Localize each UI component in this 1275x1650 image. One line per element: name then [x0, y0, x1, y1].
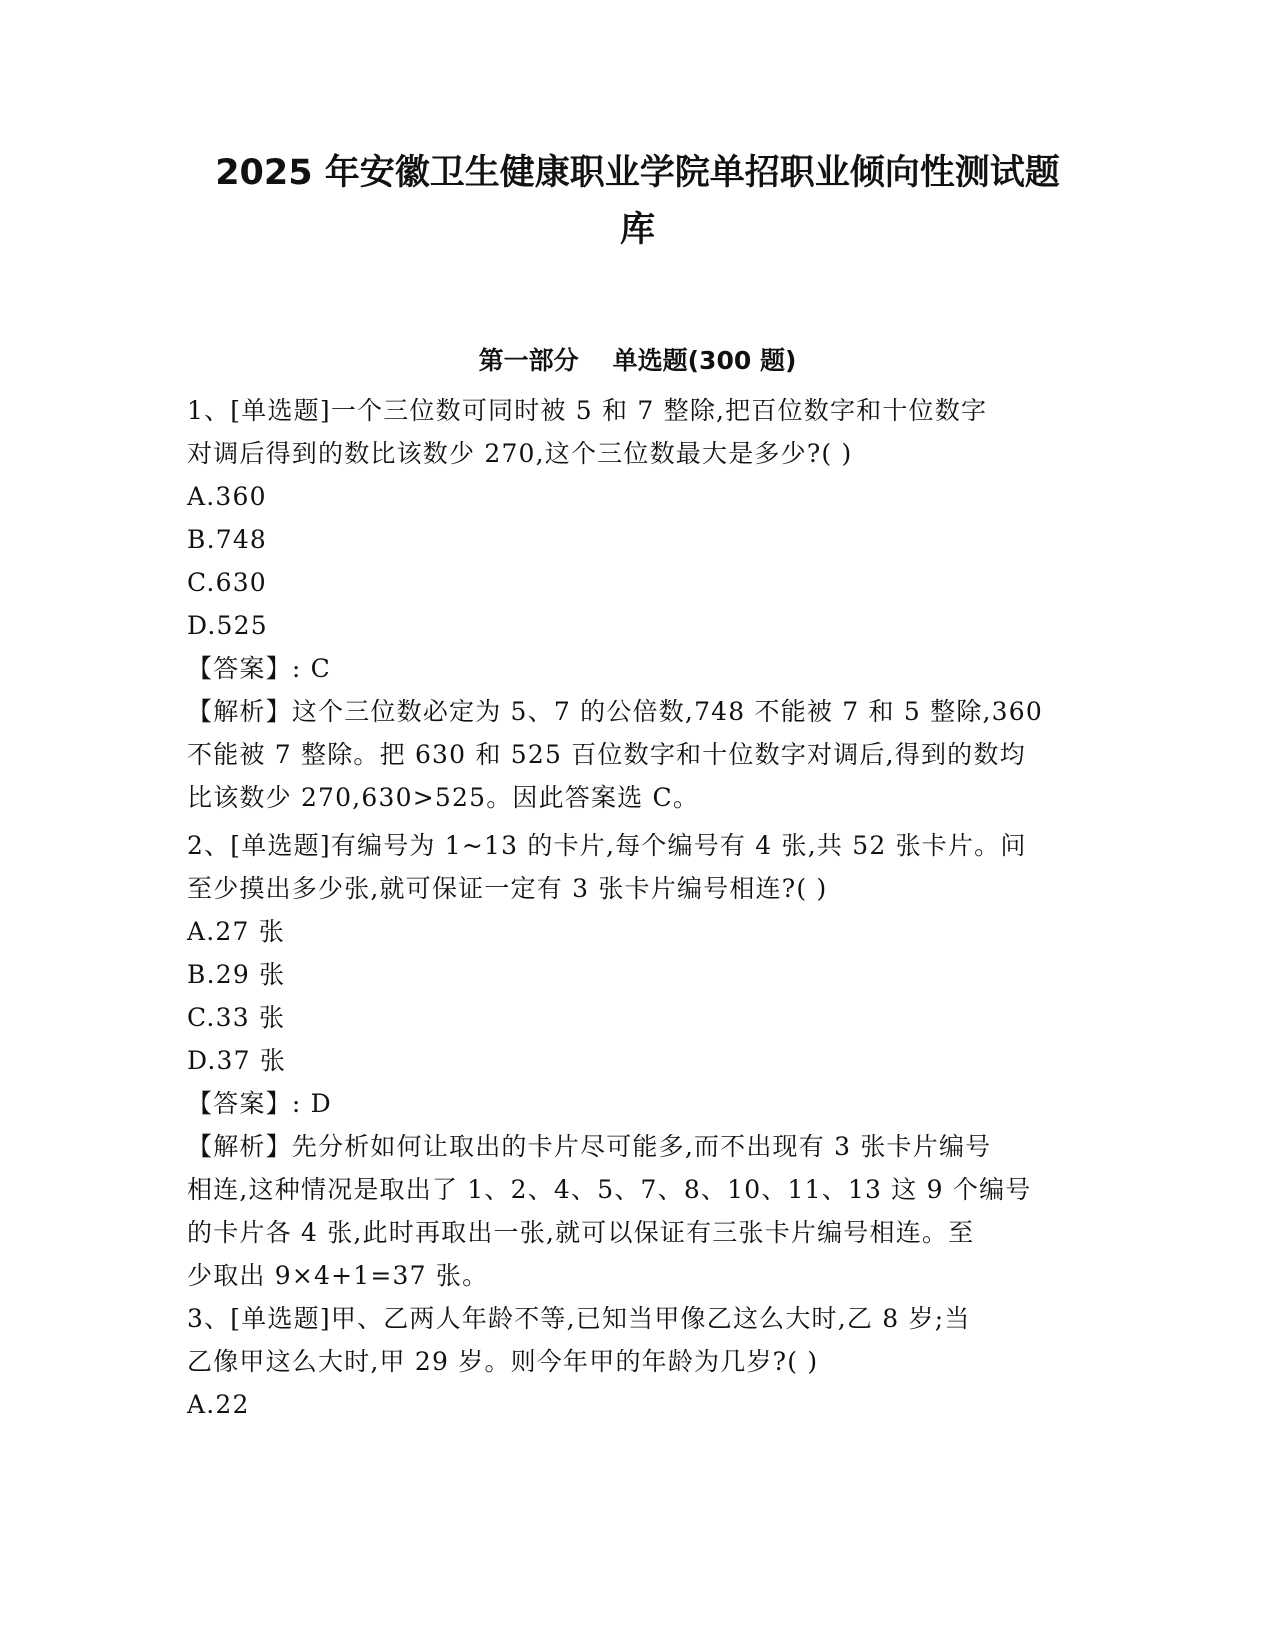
question-stem-line: 2、[单选题]有编号为 1~13 的卡片,每个编号有 4 张,共 52 张卡片。问	[187, 831, 1027, 860]
analysis-text: 这个三位数必定为 5、7 的公倍数,748 不能被 7 和 5 整除,360	[291, 697, 1043, 726]
option-c: C.33 张	[187, 1003, 286, 1032]
question-1	[187, 389, 1087, 819]
analysis-label: 【解析】	[187, 1132, 292, 1161]
analysis-line	[187, 690, 1087, 733]
analysis-text: 比该数少 270,630>525。因此答案选 C。	[187, 783, 700, 812]
option-b: B.748	[187, 525, 268, 554]
answer-value: C	[310, 654, 331, 683]
analysis-text: 少取出 9×4+1=37 张。	[187, 1261, 489, 1290]
analysis-text: 先分析如何让取出的卡片尽可能多,而不出现有 3 张卡片编号	[291, 1132, 992, 1161]
section-part: 第一部分	[478, 346, 579, 375]
answer-separator: :	[291, 1089, 302, 1118]
section-name: 单选题(300 题)	[612, 346, 797, 375]
option-a: A.27 张	[187, 917, 285, 946]
analysis-text: 不能被 7 整除。把 630 和 525 百位数字和十位数字对调后,得到的数均	[187, 740, 1026, 769]
option-a: A.22	[187, 1390, 250, 1419]
option-d: D.37 张	[187, 1046, 287, 1075]
question-3	[187, 1297, 1087, 1426]
analysis-text: 相连,这种情况是取出了 1、2、4、5、7、8、10、11、13 这 9 个编号	[187, 1175, 1032, 1204]
option-c: C.630	[187, 568, 267, 597]
option-d: D.525	[187, 611, 268, 640]
option-b: B.29 张	[187, 960, 286, 989]
question-2	[187, 824, 1087, 1297]
question-stem-line: 1、[单选题]一个三位数可同时被 5 和 7 整除,把百位数字和十位数字	[187, 396, 988, 425]
answer-line	[187, 647, 1087, 690]
document-title-line-2: 库	[619, 210, 655, 250]
answer-separator: :	[291, 654, 302, 683]
section-title	[150, 343, 1125, 379]
question-stem-line: 对调后得到的数比该数少 270,这个三位数最大是多少?( )	[187, 439, 853, 468]
analysis-label: 【解析】	[187, 697, 292, 726]
option-a: A.360	[187, 482, 267, 511]
analysis-line	[187, 1125, 1087, 1168]
document-title	[150, 145, 1125, 259]
question-stem-line: 至少摸出多少张,就可保证一定有 3 张卡片编号相连?( )	[187, 874, 828, 903]
answer-line	[187, 1082, 1087, 1125]
question-stem-line: 乙像甲这么大时,甲 29 岁。则今年甲的年龄为几岁?( )	[187, 1347, 819, 1376]
answer-label: 【答案】	[187, 1089, 292, 1118]
answer-value: D	[310, 1089, 332, 1118]
question-stem-line: 3、[单选题]甲、乙两人年龄不等,已知当甲像乙这么大时,乙 8 岁;当	[187, 1304, 971, 1333]
analysis-text: 的卡片各 4 张,此时再取出一张,就可以保证有三张卡片编号相连。至	[187, 1218, 975, 1247]
answer-label: 【答案】	[187, 654, 292, 683]
document-title-line-1: 2025 年安徽卫生健康职业学院单招职业倾向性测试题	[215, 153, 1060, 193]
